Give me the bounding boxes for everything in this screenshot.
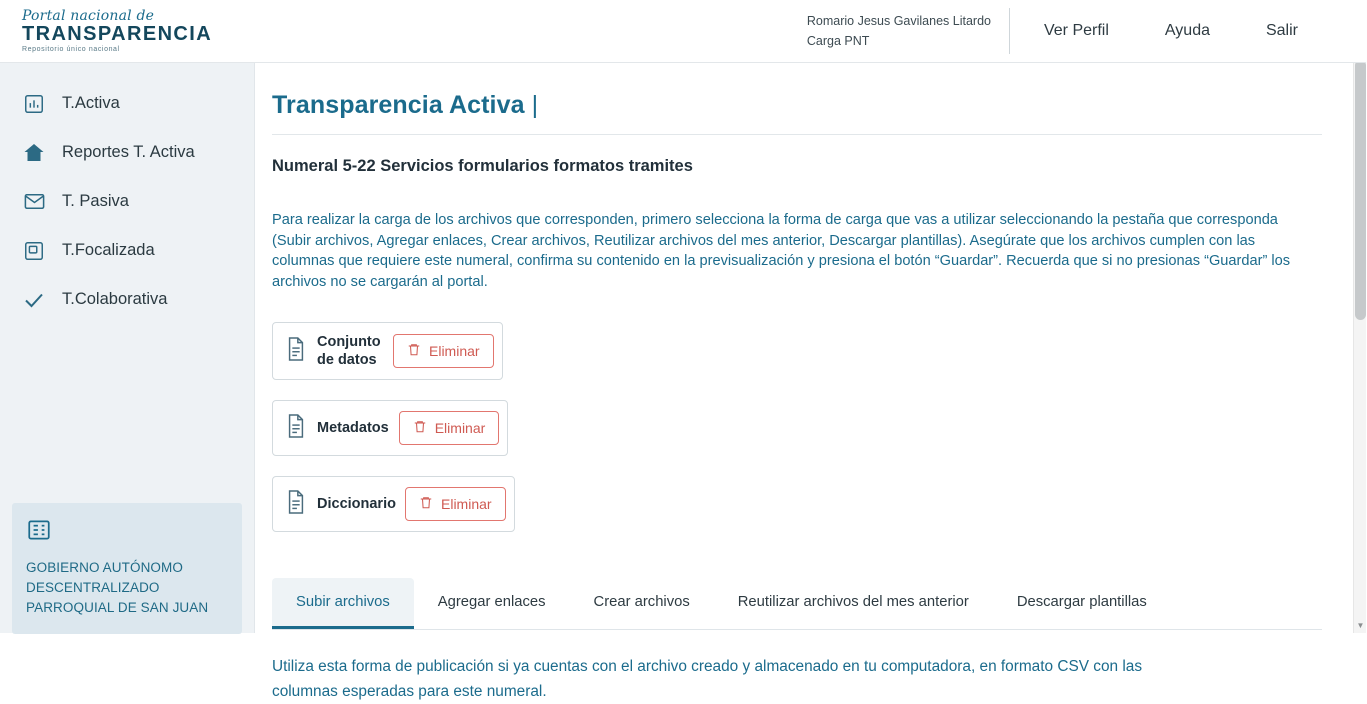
user-info bbox=[807, 8, 1010, 54]
main-content bbox=[255, 63, 1366, 700]
sidebar-item-t-colaborativa[interactable] bbox=[0, 275, 254, 324]
tab-subir-archivos[interactable]: Subir archivos bbox=[272, 578, 414, 629]
delete-metadatos-button[interactable] bbox=[399, 411, 500, 445]
nav-ver-perfil[interactable]: Ver Perfil bbox=[1043, 22, 1109, 39]
chart-bar-icon bbox=[22, 92, 46, 116]
brand-script-line: Portal nacional de bbox=[22, 8, 155, 25]
delete-diccionario-button[interactable] bbox=[405, 487, 506, 521]
page-title-text: Transparencia Activa bbox=[272, 91, 525, 119]
organization-name: GOBIERNO AUTÓNOMO DESCENTRALIZADO PARROQUIAL DE SAN JUAN bbox=[26, 560, 209, 615]
document-icon bbox=[285, 413, 307, 444]
sidebar bbox=[0, 63, 255, 633]
numeral-heading: Numeral 5-22 Servicios formularios formatos tramites bbox=[272, 157, 693, 175]
tab-crear-archivos[interactable]: Crear archivos bbox=[593, 594, 690, 610]
scroll-down-icon[interactable]: ▼ bbox=[1356, 620, 1365, 630]
sidebar-item-label: T.Focalizada bbox=[62, 241, 155, 259]
check-icon bbox=[22, 288, 46, 312]
home-icon bbox=[22, 141, 46, 165]
sidebar-item-label: Reportes T. Activa bbox=[62, 143, 195, 161]
sidebar-item-reportes-t-activa[interactable] bbox=[0, 128, 254, 177]
sidebar-item-t-pasiva[interactable] bbox=[0, 177, 254, 226]
organization-card bbox=[12, 503, 242, 634]
page-title bbox=[272, 63, 1322, 135]
page-title-caret: | bbox=[531, 91, 539, 119]
trash-icon bbox=[413, 419, 427, 437]
instructions-paragraph: Para realizar la carga de los archivos que corresponden, primero selecciona la forma de carga que vas a utilizar seleccionando la pestaña que corresponda (Subir archivos, Agregar enlaces, Crear archivos, Reutilizar archivos del mes anterior, Descargar plantillas). Asegúrate que los archivos cumplen con las columnas que requiere este numeral, confirma su contenido en la previsualización y presiona el botón “Guardar”. Recuerda que si no presionas “Guardar” los archivos no se cargarán al portal. bbox=[272, 212, 1291, 290]
sidebar-item-label: T.Activa bbox=[62, 94, 120, 112]
sidebar-item-t-focalizada[interactable] bbox=[0, 226, 254, 275]
file-chip-diccionario bbox=[272, 476, 515, 532]
header-right bbox=[255, 0, 1366, 62]
top-header bbox=[0, 0, 1366, 63]
scroll-thumb[interactable] bbox=[1355, 60, 1366, 320]
file-chip-conjunto-de-datos bbox=[272, 322, 503, 380]
sidebar-item-t-activa[interactable] bbox=[0, 79, 254, 128]
file-chip-label: Conjunto de datos bbox=[317, 334, 381, 368]
tab-reutilizar-archivos[interactable]: Reutilizar archivos del mes anterior bbox=[737, 594, 969, 610]
document-icon bbox=[285, 336, 307, 367]
nav-ayuda[interactable]: Ayuda bbox=[1164, 22, 1210, 39]
upload-method-tabs bbox=[272, 578, 1322, 630]
trash-icon bbox=[407, 342, 421, 360]
nav-salir[interactable]: Salir bbox=[1265, 22, 1298, 39]
page-scrollbar[interactable] bbox=[1353, 0, 1366, 633]
building-icon bbox=[26, 517, 228, 548]
sidebar-item-label: T. Pasiva bbox=[62, 192, 129, 210]
uploaded-files-list bbox=[272, 322, 1322, 552]
brand-logo[interactable] bbox=[0, 0, 255, 62]
brand-main-line: TRANSPARENCIA bbox=[22, 22, 213, 45]
tab-agregar-enlaces[interactable]: Agregar enlaces bbox=[437, 594, 546, 610]
tab-description: Utiliza esta forma de publicación si ya cuentas con el archivo creado y almacenado en tu computadora, en formato CSV con las columnas esperadas para este numeral. bbox=[272, 658, 1143, 700]
delete-button-label: Eliminar bbox=[441, 496, 492, 512]
delete-conjunto-de-datos-button[interactable] bbox=[393, 334, 494, 368]
delete-button-label: Eliminar bbox=[429, 343, 480, 359]
envelope-icon bbox=[22, 190, 46, 214]
tab-descargar-plantillas[interactable]: Descargar plantillas bbox=[1016, 594, 1147, 610]
brand-sub-line: Repositorio único nacional bbox=[22, 45, 120, 53]
document-icon bbox=[285, 489, 307, 520]
copy-icon bbox=[22, 239, 46, 263]
sidebar-item-label: T.Colaborativa bbox=[62, 290, 168, 308]
delete-button-label: Eliminar bbox=[434, 420, 486, 436]
file-chip-label: Diccionario bbox=[317, 496, 396, 512]
file-chip-metadatos bbox=[272, 400, 508, 456]
file-chip-label: Metadatos bbox=[317, 420, 389, 436]
trash-icon bbox=[419, 495, 433, 513]
user-role: Carga PNT bbox=[806, 34, 870, 48]
user-name: Romario Jesus Gavilanes Litardo bbox=[806, 14, 991, 28]
body-container bbox=[0, 63, 1366, 700]
